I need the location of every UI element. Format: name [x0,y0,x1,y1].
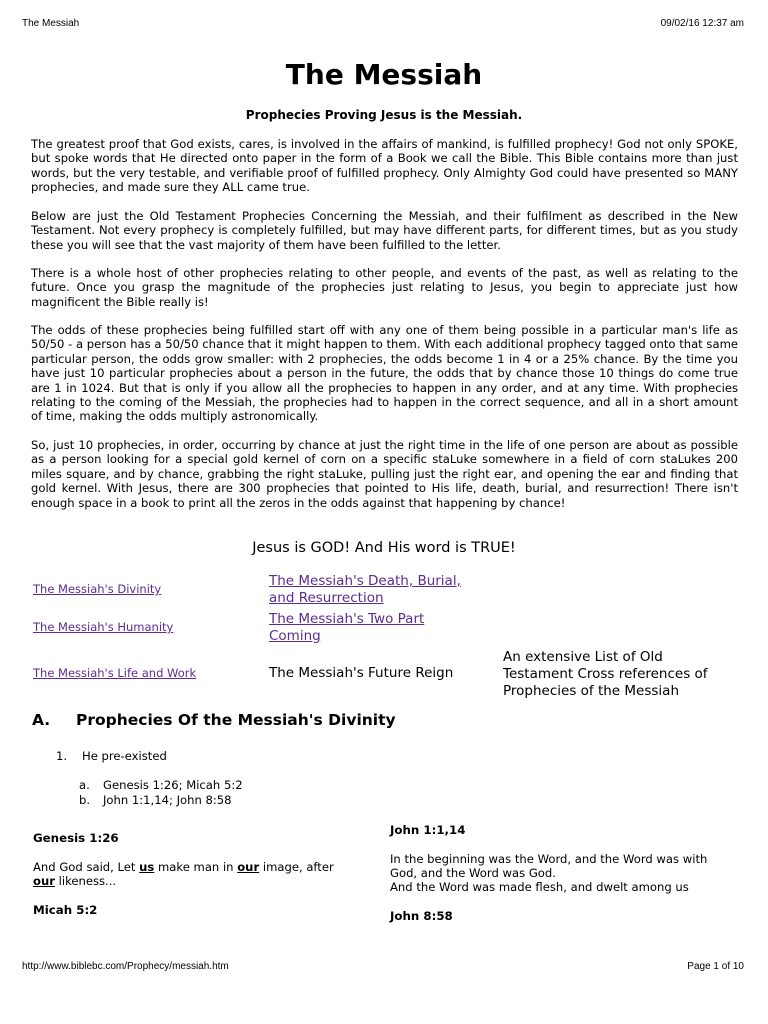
print-footer-url: http://www.biblebc.com/Prophecy/messiah.htm [22,961,229,972]
reference-title-micah: Micah 5:2 [33,903,98,917]
nav-extensive-line-1: An extensive List of Old [503,649,663,665]
intro-paragraph-4: The odds of these prophecies being fulfilled start off with any one of them being possible in a particular man's life as 50/50 - a person has a 50/50 chance that it might happen to them. With each additional prophecy tagged onto that same particular person, the odds grow smaller: with 2 prophecies, the odds become 1 in 4 or a 25% chance. By the time you have just 10 particular prophecies about a person in the future, the odds that by chance those 10 things do come true are 1 in 1024. But that is only if you allow all the prophecies to happen in any order, and at any time. With prophecies relating to the coming of the Messiah, the prophecies had to happen in the correct sequence, and all in a short amount of time, making the odds multiply astronomically. [31,323,738,424]
print-header-datetime: 09/02/16 12:37 am [660,18,744,29]
intro-paragraph-3: There is a whole host of other prophecies relating to other people, and events of the past, as well as relating to the future. Once you grasp the magnitude of the prophecies just relating to Jesus, you begin to appreciate just how magnificent the Bible really is! [31,266,738,309]
nav-extensive-line-2: Testament Cross references of [503,666,708,682]
nav-link-humanity[interactable]: The Messiah's Humanity [33,620,174,634]
sub-item-text: John 1:1,14; John 8:58 [103,793,232,807]
verse-text: make man in [154,860,238,874]
verse-emphasis: our [33,874,55,888]
list-item-text: He pre-existed [82,749,167,763]
reference-title-genesis: Genesis 1:26 [33,831,119,845]
print-footer-page-count: Page 1 of 10 [687,961,744,972]
verse-line: And the Word was made flesh, and dwelt among us [390,880,689,894]
verse-genesis [33,860,363,888]
tagline: Jesus is GOD! And His word is TRUE! [252,540,516,556]
nav-link-two-part-line-2[interactable]: Coming [269,628,321,644]
section-heading-divinity [32,710,396,730]
intro-paragraph-2: Below are just the Old Testament Prophecies Concerning the Messiah, and their fulfilment as described in the New Testament. Not every prophecy is completely fulfilled, but may have different parts, for different times, but as you study these you will see that the vast majority of them have been fulfilled to the letter. [31,209,738,252]
nav-link-divinity[interactable]: The Messiah's Divinity [33,582,162,596]
sub-item-b [79,793,232,807]
intro-paragraph-1: The greatest proof that God exists, cares, is involved in the affairs of mankind, is fulfilled prophecy! God not only SPOKE, but spoke words that He directed onto paper in the form of a Book we call the Bible. This Bible contains more than just words, but the very testable, and verifiable proof of fulfilled prophecy. Only Almighty God could have presented so MANY prophecies, and made sure they ALL came true. [31,137,738,195]
verse-text: And God said, Let [33,860,140,874]
list-item-number: 1. [56,749,68,763]
print-header-title: The Messiah [22,18,80,29]
verse-emphasis: our [237,860,260,874]
page-title: The Messiah [285,58,483,91]
sub-item-letter: a. [79,778,90,792]
nav-extensive-line-3: Prophecies of the Messiah [503,683,680,699]
verse-text: image, after [259,860,334,874]
verse-emphasis: us [139,860,155,874]
nav-link-two-part-line-1[interactable]: The Messiah's Two Part [269,611,425,627]
list-item-pre-existed [56,749,167,763]
reference-title-john-1: John 1:1,14 [390,823,466,837]
sub-item-letter: b. [79,793,91,807]
section-title: Prophecies Of the Messiah's Divinity [76,711,396,729]
intro-paragraph-5: So, just 10 prophecies, in order, occurring by chance at just the right time in the life of one person are about as possible as a person looking for a special gold kernel of corn on a specific staLuke somewhere in a field of corn staLukes 200 miles square, and by chance, grabbing the right staLuke, pulling just the right ear, and opening the ear and finding that gold kernel. With Jesus, there are 300 prophecies that pointed to His life, death, burial, and resurrection! There isn't enough space in a book to print all the zeros in the odds against that happening by chance! [31,438,738,510]
nav-link-life-work[interactable]: The Messiah's Life and Work [33,666,197,680]
nav-link-death-line-2[interactable]: and Resurrection [269,590,384,606]
verse-line: God, and the Word was God. [390,866,556,880]
sub-item-a [79,778,243,792]
nav-link-death-line-1[interactable]: The Messiah's Death, Burial, [269,573,461,589]
sub-item-text: Genesis 1:26; Micah 5:2 [103,778,243,792]
verse-john-1 [390,852,750,894]
page-subtitle: Prophecies Proving Jesus is the Messiah. [245,108,523,122]
verse-line: In the beginning was the Word, and the Word was with [390,852,708,866]
nav-future-reign: The Messiah's Future Reign [269,665,454,681]
verse-text: likeness... [54,874,117,888]
reference-title-john-8: John 8:58 [390,909,453,923]
section-letter: A. [32,711,51,729]
